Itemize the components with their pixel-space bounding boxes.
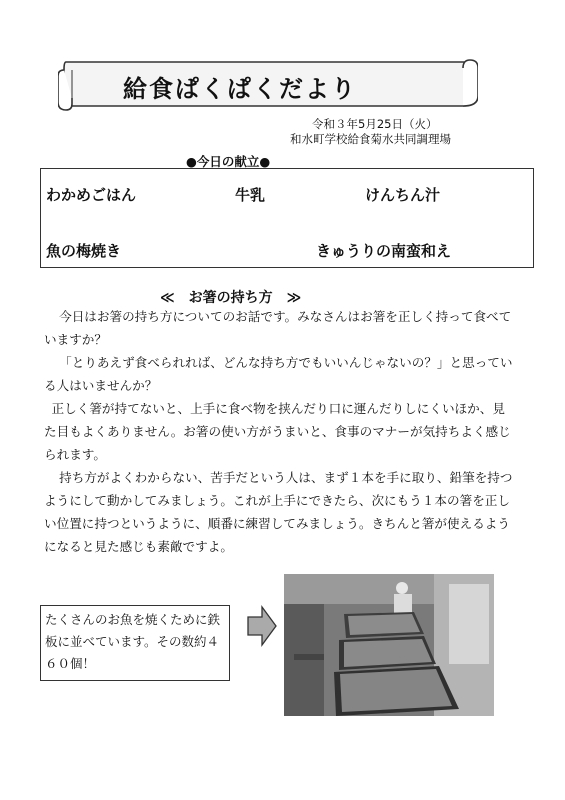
kitchen-photo: [284, 574, 494, 716]
menu-item-salad: きゅうりの南蛮和え: [316, 242, 452, 260]
article-paragraph: 「とりあえず食べられれば、どんな持ち方でもいいんじゃないの？」と思っている人はいませんか？: [44, 355, 513, 393]
issue-date: 令和３年5月25日（火）: [312, 117, 438, 131]
menu-item-rice: わかめごはん: [46, 186, 137, 204]
article-paragraph: 持ち方がよくわからない、苦手だという人は、まず１本を手に取り、鉛筆を持つようにして動かしてみましょう。これが上手にできたら、次にもう１本の箸を正しい位置に持つというように、順番に練習してみましょう。きちんと箸が使えるようになると見た感じも素敵ですよ。: [44, 470, 513, 554]
menu-item-fish: 魚の梅焼き: [46, 242, 122, 260]
article-paragraph: 今日はお箸の持ち方についてのお話です。みなさんはお箸を正しく持って食べていますか？: [44, 309, 512, 347]
right-arrow-icon: [246, 604, 278, 652]
menu-heading: ●今日の献立●: [186, 154, 271, 169]
kitchen-name: 和水町学校給食菊水共同調理場: [290, 132, 451, 146]
article-paragraph: 正しく箸が持てないと、上手に食べ物を挟んだり口に運んだりしにくいほか、見た目もよくありません。お箸の使い方がうまいと、食事のマナーが気持ちよく感じられます。: [44, 401, 511, 462]
menu-item-soup: けんちん汁: [365, 186, 441, 204]
photo-caption: たくさんのお魚を焼くために鉄板に並べています。その数約４６０個！: [40, 605, 230, 681]
menu-item-milk: 牛乳: [235, 186, 266, 204]
article-title: ≪ お箸の持ち方 ≫: [160, 290, 302, 306]
page-title: 給食ぱくぱくだより: [123, 75, 357, 103]
